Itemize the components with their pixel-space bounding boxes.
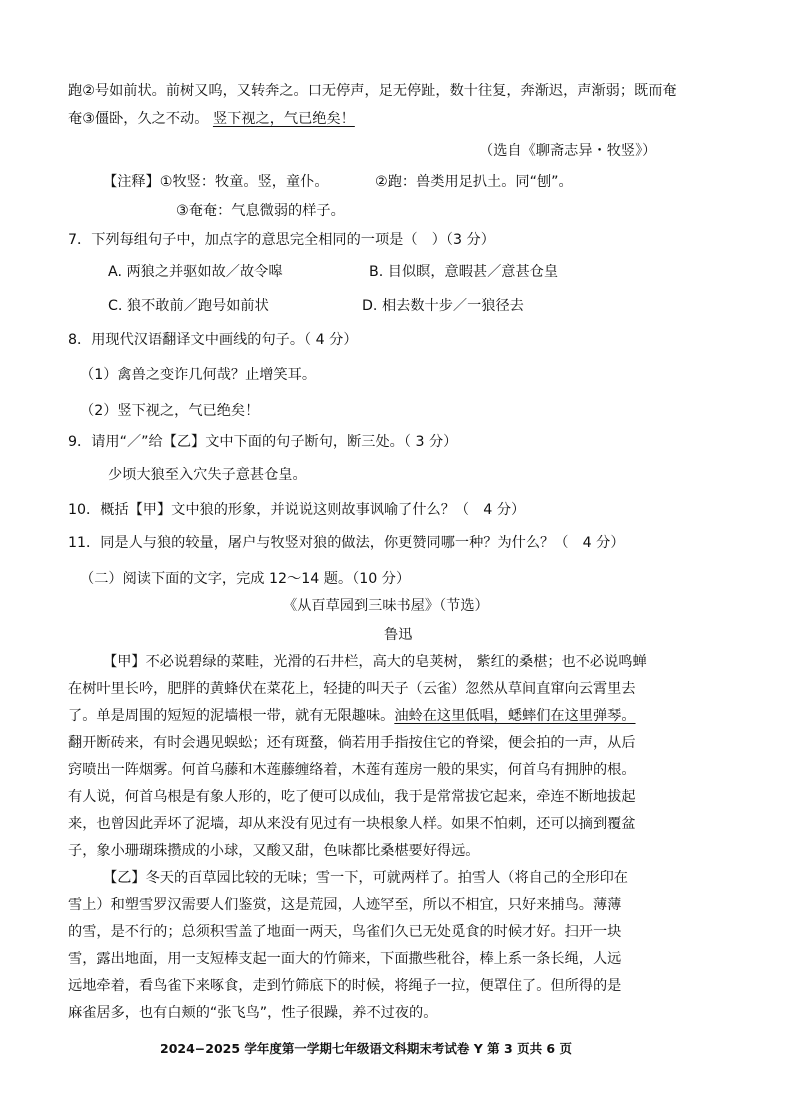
question-8: 8．用现代汉语翻译文中画线的句子。（ 4 分） — [68, 332, 358, 348]
jia-line-8: 子，象小珊瑚珠攒成的小球，又酸又甜，色味都比桑椹要好得远。 — [68, 843, 480, 859]
excerpt-author: 鲁迅 — [384, 627, 413, 643]
yi-line-6: 麻雀居多，也有白颊的“张飞鸟”，性子很躁，养不过夜的。 — [68, 1005, 438, 1021]
passage-underlined-sentence: 竖下视之，气已绝矣！ — [212, 111, 355, 127]
jia-line-5: 窍喷出一阵烟雾。何首乌藤和木莲藤缠络着，木莲有莲房一般的果实，何首乌有拥肿的根。 — [68, 762, 636, 778]
yi-line-3: 的雪，是不行的；总须积雪盖了地面一两天，鸟雀们久已无处觅食的时候才好。扫开一块 — [68, 924, 622, 940]
annotation-2: ②跑：兽类用足扒土。同“刨”。 — [375, 174, 573, 190]
yi-line-5: 远地牵着，看鸟雀下来啄食，走到竹筛底下的时候，将绳子一拉，便罩住了。但所得的是 — [68, 978, 622, 994]
annotation-1: ①牧竖：牧童。竖，童仆。 — [159, 174, 329, 190]
yi-line-4: 雪，露出地面，用一支短棒支起一面大的竹筛来，下面撒些秕谷，棒上系一条长绳，人远 — [68, 951, 622, 967]
excerpt-title: 《从百草园到三味书屋》（节选） — [283, 598, 489, 614]
question-10: 10．概括【甲】文中狼的形象，并说说这则故事讽喻了什么？（ 4 分） — [68, 502, 526, 518]
section-2-heading: （二）阅读下面的文字，完成 12～14 题。（10 分） — [80, 571, 411, 587]
yi-line-1: 【乙】冬天的百草园比较的无味；雪一下，可就两样了。拍雪人（将自己的全形印在 — [103, 870, 628, 886]
jia-line-2: 在树叶里长吟，肥胖的黄蜂伏在菜花上，轻捷的叫天子（云雀）忽然从草间直窜向云霄里去 — [68, 681, 636, 697]
passage-line-2-plain: 奄③僵卧，久之不动。 — [68, 111, 209, 127]
passage-line-2 — [68, 109, 355, 129]
annotation-3: ③奄奄：气息微弱的样子。 — [176, 203, 345, 219]
page-footer: 2024−2025 学年度第一学期七年级语文科期末考试卷 Y 第 3 页共 6 页 — [160, 1041, 572, 1056]
question-9-sentence: 少顷大狼至入穴失子意甚仓皇。 — [108, 467, 307, 483]
annotation-line-1 — [103, 172, 329, 192]
question-7-option-d: D. 相去数十步／一狼径去 — [362, 298, 524, 314]
question-8-item-1: （1）禽兽之变诈几何哉？止增笑耳。 — [80, 367, 317, 383]
question-7: 7．下列每组句子中，加点字的意思完全相同的一项是（ ）（3 分） — [68, 232, 495, 248]
passage-line-1: 跑②号如前状。前树又呜，又转奔之。口无停声，足无停趾，数十往复，奔渐迟，声渐弱；既而奄 — [68, 83, 677, 99]
question-11: 11．同是人与狼的较量，屠户与牧竖对狼的做法，你更赞同哪一种？为什么？（ 4 分） — [68, 535, 625, 551]
question-7-option-b: B. 目似瞑，意暇甚／意甚仓皇 — [369, 264, 559, 280]
question-7-option-a: A. 两狼之并驱如故／故令嗥 — [108, 264, 283, 280]
question-7-option-c: C. 狼不敢前／跑号如前状 — [108, 298, 269, 314]
jia-line-3-plain: 了。单是周围的短短的泥墙根一带，就有无限趣味。 — [68, 708, 395, 724]
question-9: 9．请用“／”给【乙】文中下面的句子断句，断三处。（ 3 分） — [68, 434, 458, 450]
jia-line-7: 来，也曾因此弄坏了泥墙，却从来没有见过有一块根象人样。如果不怕刺，还可以摘到覆盆 — [68, 816, 636, 832]
passage-source: （选自《聊斋志异・牧竖》） — [479, 143, 657, 159]
jia-line-1: 【甲】不必说碧绿的菜畦，光滑的石井栏，高大的皂荚树， 紫红的桑椹；也不必说鸣蝉 — [103, 654, 647, 670]
yi-line-2: 雪上）和塑雪罗汉需要人们鉴赏，这是荒园，人迹罕至，所以不相宜，只好来捕鸟。薄薄 — [68, 897, 622, 913]
question-8-item-2: （2）竖下视之，气已绝矣！ — [80, 403, 260, 419]
jia-underlined-sentence: 油蛉在这里低唱，蟋蟀们在这里弹琴。 — [394, 708, 636, 724]
annotation-label: 【注释】 — [103, 174, 160, 190]
jia-line-3 — [68, 706, 636, 726]
jia-line-6: 有人说，何首乌根是有象人形的，吃了便可以成仙，我于是常常拔它起来，牵连不断地拔起 — [68, 789, 636, 805]
jia-line-4: 翻开断砖来，有时会遇见蜈蚣；还有斑蝥，倘若用手指按住它的脊梁，便会拍的一声，从后 — [68, 735, 636, 751]
